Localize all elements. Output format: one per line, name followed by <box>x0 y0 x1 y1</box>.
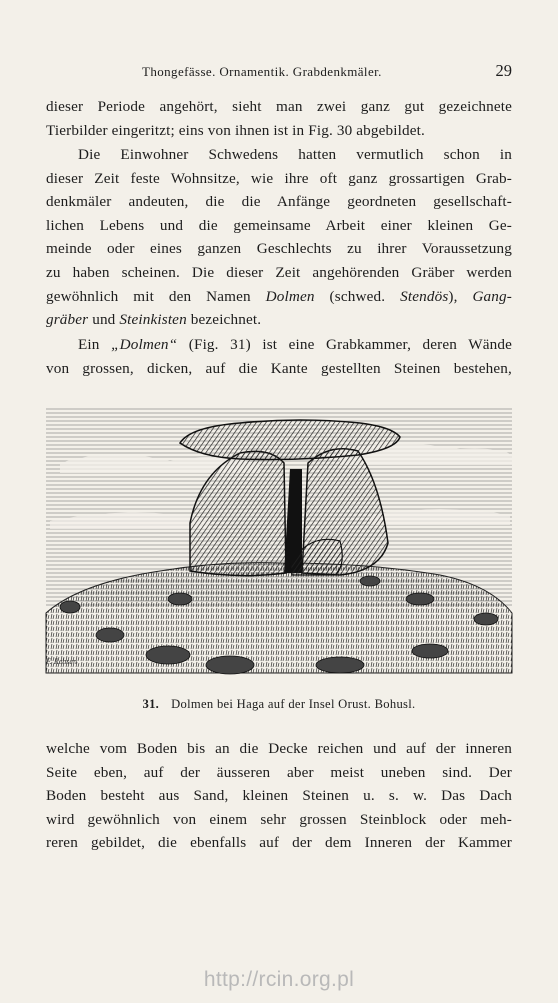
term-ganggraeber-part1: Gang- <box>472 287 512 305</box>
text-line: zu haben scheinen. Die dieser Zeit angehörenden Gräber werden <box>46 263 512 281</box>
term-dolmen: Dolmen <box>265 287 315 305</box>
text-line: gewöhnlich mit den Namen Dolmen (schwed. Stendös), Gang- <box>46 287 512 305</box>
watermark-link[interactable]: http://rcin.org.pl <box>203 968 355 991</box>
text-line: reren gebildet, die ebenfalls auf der dem Inneren der Kammer <box>46 834 512 852</box>
term-ganggraeber-part2: gräber <box>46 311 89 329</box>
text-line: von grossen, dicken, auf die Kante gestellten Steinen bestehen, <box>46 359 512 377</box>
capstone <box>180 420 400 460</box>
figure-caption <box>46 697 512 712</box>
term-dolmen-quoted: „Dolmen“ <box>111 336 178 353</box>
text-line: Tierbilder eingeritzt; eins von ihnen ist in Fig. 30 abgebildet. <box>46 121 425 139</box>
text-line: meinde oder eines ganzen Geschlechts zu ihrer Voraussetzung <box>46 240 512 258</box>
text-line: Die Einwohner Schwedens hatten vermutlich schon in <box>78 146 512 163</box>
text-line: welche vom Boden bis an die Decke reichen und auf der inneren <box>46 740 512 757</box>
paragraph-1 <box>46 95 512 142</box>
page-number: 29 <box>495 61 512 80</box>
page-header <box>46 63 512 83</box>
dolmen-illustration <box>40 403 518 688</box>
figure-dolmen-engraving <box>40 403 518 688</box>
text-line: Seite eben, auf der äusseren aber meist uneben sind. Der <box>46 763 512 781</box>
paragraph-4 <box>46 737 512 855</box>
text-line: wird gewöhnlich von einem sehr grossen Steinblock oder meh- <box>46 810 512 828</box>
paragraph-2 <box>46 143 512 332</box>
text-line: Boden besteht aus Sand, kleinen Steinen u. s. w. Das Dach <box>46 787 512 805</box>
running-head: Thongefässe. Ornamentik. Grabdenkmäler. <box>142 64 382 79</box>
text-line: Ein „Dolmen“ (Fig. 31) ist eine Grabkammer, deren Wände <box>78 336 512 353</box>
caption-text: Dolmen bei Haga auf der Insel Orust. Bohusl. <box>171 697 416 711</box>
text-line: gräber und Steinkisten bezeichnet. <box>46 311 262 329</box>
term-steinkisten: Steinkisten <box>119 311 187 329</box>
text-line: lichen Lebens und die gemeinsame Arbeit einer kleinen Ge- <box>46 216 512 234</box>
text-line: dieser Periode angehört, sieht man zwei ganz gut gezeichnete <box>46 98 512 115</box>
engraver-signature: F. Rehsen <box>46 657 77 666</box>
text-line: denkmäler andeuten, die die Anfänge geordneten gesellschaft- <box>46 193 512 211</box>
figure-number: 31. <box>142 697 160 711</box>
paragraph-3 <box>46 333 512 380</box>
text-line: dieser Zeit feste Wohnsitze, wie ihre oft ganz grossartigen Grab- <box>46 169 512 187</box>
term-stendos: Stendös <box>400 287 449 305</box>
